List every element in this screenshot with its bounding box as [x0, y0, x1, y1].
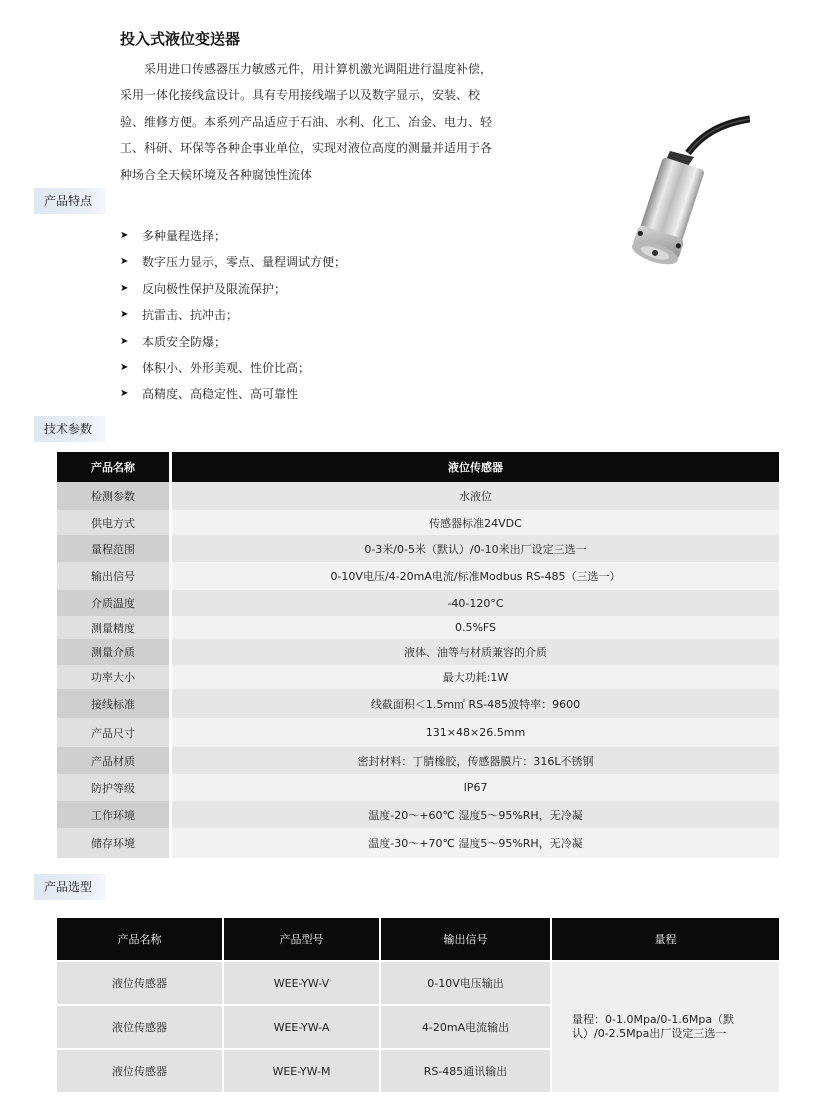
- product-name-cell: 液位传感器: [57, 960, 224, 1004]
- list-item: [120, 226, 346, 252]
- arrow-bullet-icon: ➤: [120, 230, 129, 241]
- list-item: [120, 358, 346, 384]
- arrow-bullet-icon: ➤: [120, 335, 129, 347]
- feature-text: 本质安全防爆；: [142, 334, 227, 349]
- spec-value: 传感器标准24VDC: [172, 510, 779, 535]
- arrow-bullet-icon: ➤: [120, 361, 129, 373]
- product-name-cell: 液位传感器: [57, 1004, 224, 1048]
- spec-label: 储存环境: [57, 828, 172, 858]
- list-item: [120, 252, 346, 278]
- list-item: [120, 384, 346, 410]
- spec-value: 最大功耗:1W: [172, 665, 779, 689]
- spec-value: 0-10V电压/4-20mA电流/标准Modbus RS-485（三选一）: [172, 562, 779, 590]
- spec-table: [57, 452, 779, 858]
- output-cell: 4-20mA电流输出: [381, 1004, 552, 1048]
- list-item: [120, 279, 346, 305]
- spec-label: 测量介质: [57, 639, 172, 665]
- list-item: [120, 332, 346, 358]
- spec-label: 介质温度: [57, 590, 172, 616]
- spec-value: 液体、油等与材质兼容的介质: [172, 639, 779, 665]
- product-name-cell: 液位传感器: [57, 1048, 224, 1092]
- spec-value: 0-3米/0-5米（默认）/0-10米出厂设定三选一: [172, 535, 779, 562]
- range-cell: 量程：0-1.0Mpa/0-1.6Mpa（默认）/0-2.5Mpa出厂设定三选一: [552, 960, 779, 1092]
- spec-label: 测量精度: [57, 616, 172, 639]
- column-header: 量程: [552, 918, 779, 960]
- model-cell: WEE-YW-A: [224, 1004, 381, 1048]
- spec-value: 水液位: [172, 482, 779, 510]
- feature-text: 多种量程选择；: [142, 229, 227, 243]
- column-header: 产品名称: [57, 918, 224, 960]
- model-cell: WEE-YW-M: [224, 1048, 381, 1092]
- feature-text: 反向极性保护及限流保护；: [142, 281, 287, 296]
- spec-label: 检测参数: [57, 482, 172, 510]
- spec-value: 131×48×26.5mm: [172, 718, 779, 747]
- column-header: 输出信号: [381, 918, 552, 960]
- product-image: [618, 113, 750, 271]
- spec-value: 0.5%FS: [172, 616, 779, 639]
- spec-label: 防护等级: [57, 774, 172, 801]
- feature-text: 体积小、外形美观、性价比高；: [142, 360, 311, 375]
- spec-label: 供电方式: [57, 510, 172, 535]
- intro-text: 采用进口传感器压力敏感元件，用计算机激光调阻进行温度补偿，采用一体化接线盒设计。具有专用接线端子以及数字显示，安装、校验、维修方便。本系列产品适应于石油、水利、化工、冶金、电力、轻工、科研、环保等各种企事业单位，实现对液位高度的测量并适用于各种场合全天候环境及各种腐蚀性流体: [120, 62, 493, 182]
- table-header-row: [57, 918, 779, 960]
- specs-section-label: 技术参数: [34, 416, 106, 442]
- selection-section-label: 产品选型: [34, 874, 106, 900]
- table-row: [57, 960, 779, 1004]
- feature-text: 抗雷击、抗冲击；: [142, 308, 239, 323]
- model-cell: WEE-YW-V: [224, 960, 381, 1004]
- intro-paragraph: [120, 56, 495, 188]
- features-section-label: 产品特点: [34, 188, 106, 214]
- arrow-bullet-icon: ➤: [120, 309, 129, 321]
- feature-text: 数字压力显示，零点、量程调试方便；: [142, 255, 347, 270]
- spec-value: 线截面积＜1.5m㎡ RS-485波特率：9600: [172, 689, 779, 718]
- page-title: 投入式液位变送器: [120, 30, 241, 48]
- spec-label: 输出信号: [57, 562, 172, 590]
- list-item: [120, 305, 346, 331]
- spec-label: 工作环境: [57, 801, 172, 828]
- output-cell: 0-10V电压输出: [381, 960, 552, 1004]
- spec-value: 温度-30～+70℃ 湿度5～95%RH，无冷凝: [172, 828, 779, 858]
- column-header: 产品型号: [224, 918, 381, 960]
- feature-text: 高精度、高稳定性、高可靠性: [142, 387, 299, 402]
- spec-label: 接线标准: [57, 689, 172, 718]
- column-header: 产品名称: [57, 452, 172, 482]
- spec-label: 功率大小: [57, 665, 172, 689]
- table-header-row: [57, 452, 779, 482]
- arrow-bullet-icon: ➤: [120, 256, 129, 268]
- spec-label: 量程范围: [57, 535, 172, 562]
- feature-list: [120, 226, 346, 411]
- selection-table: [57, 918, 779, 1092]
- arrow-bullet-icon: ➤: [120, 282, 129, 294]
- column-header: 液位传感器: [172, 452, 779, 482]
- spec-value: 温度-20～+60℃ 湿度5～95%RH，无冷凝: [172, 801, 779, 828]
- spec-value: -40-120°C: [172, 590, 779, 616]
- output-cell: RS-485通讯输出: [381, 1048, 552, 1092]
- spec-value: IP67: [172, 774, 779, 801]
- spec-label: 产品材质: [57, 747, 172, 774]
- arrow-bullet-icon: ➤: [120, 388, 129, 400]
- spec-value: 密封材料：丁腈橡胶，传感器膜片：316L不锈钢: [172, 747, 779, 774]
- spec-label: 产品尺寸: [57, 718, 172, 747]
